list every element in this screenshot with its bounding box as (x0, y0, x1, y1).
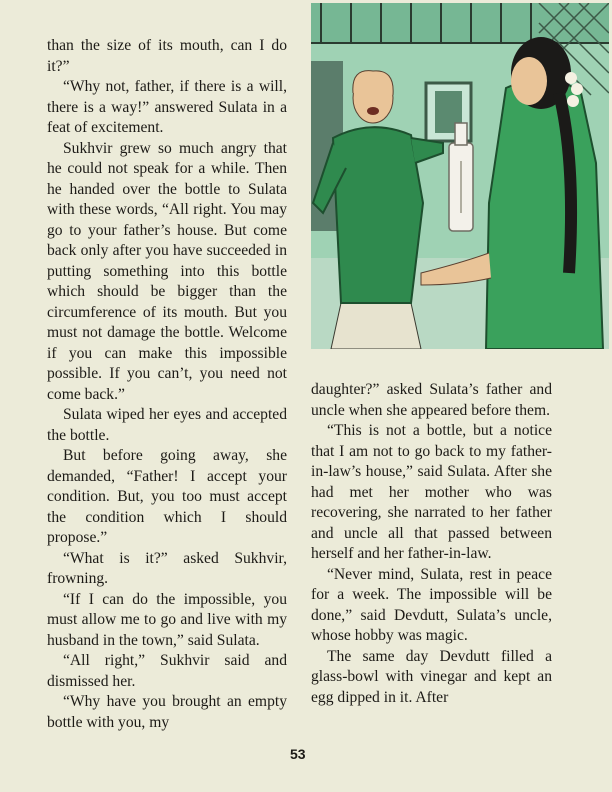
paragraph: “Why have you brought an empty bottle with you, my (47, 693, 287, 731)
paragraph: Sukhvir grew so much angry that he could not speak for a while. Then he handed over the bottle to Sulata with these words, “All right. You may go to your father’s house. But come back only after you have succeeded in putting something into this bottle which should be bigger than the circumference of its mouth. But you must not damage the bottle. Welcome if you can make this impossible possible. If you can’t, you need not come back.” (47, 139, 287, 403)
paragraph: daughter?” asked Sulata’s father and uncle when she appeared before them. (311, 381, 552, 419)
paragraph: But before going away, she demanded, “Father! I accept your condition. But, you too must accept the condition which I should propose.” (47, 447, 287, 546)
paragraph: “All right,” Sukhvir said and dismissed her. (47, 652, 287, 690)
paragraph: “If I can do the impossible, you must allow me to go and live with my husband in the town,” said Sulata. (47, 590, 287, 649)
right-text-column (311, 380, 552, 708)
paragraph: “Never mind, Sulata, rest in peace for a week. The impossible will be done,” said Devdutt, Sulata’s uncle, whose hobby was magic. (311, 565, 552, 644)
paragraph: Sulata wiped her eyes and accepted the bottle. (47, 406, 287, 444)
paragraph: “Why not, father, if there is a will, there is a way!” answered Sulata in a feat of excitement. (47, 78, 287, 136)
paragraph: The same day Devdutt filled a glass-bowl with vinegar and kept an egg dipped in it. After (311, 647, 552, 706)
paragraph: “What is it?” asked Sukhvir, frowning. (47, 549, 287, 587)
paragraph: “This is not a bottle, but a notice that I am not to go back to my father-in-law’s house,” said Sulata. After she had met her mother who was recovering, she narrated to her father and uncle all that passed between herself and her father-in-law. (311, 422, 552, 562)
paragraph: than the size of its mouth, can I do it?” (47, 37, 287, 75)
story-illustration (311, 3, 609, 349)
page-number: 53 (290, 746, 306, 762)
left-text-column (47, 36, 287, 733)
